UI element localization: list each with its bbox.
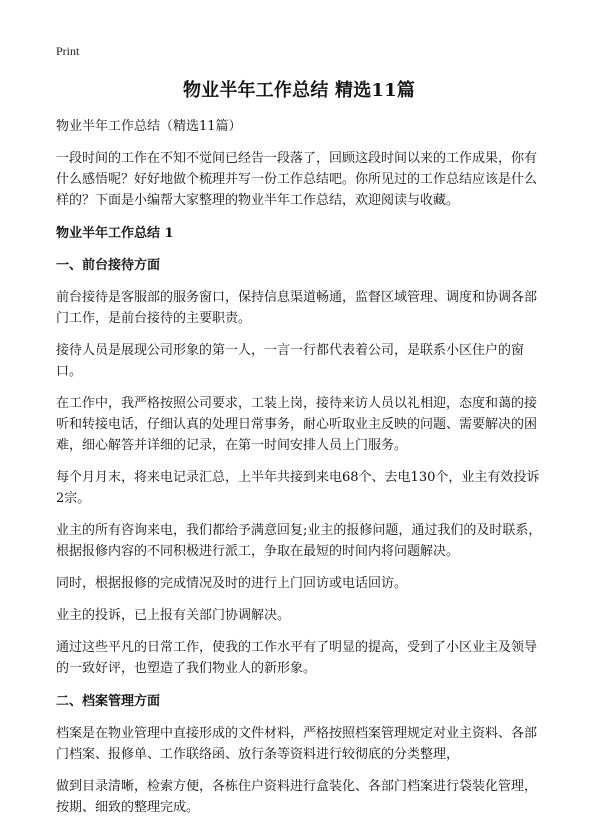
paragraph: 业主的投诉，已上报有关部门协调解决。 bbox=[56, 608, 291, 623]
intro-paragraph: 一段时间的工作在不知不觉间已经告一段落了，回顾这段时间以来的工作成果，你有什么感悟呢？好好地做个梳理并写一份工作总结吧。你所见过的工作总结应该是什么样的？下面是小编帮大家整理的物业半年工作总结，欢迎阅读与收藏。 bbox=[56, 151, 538, 208]
paragraph: 接待人员是展现公司形象的第一人，一言一行都代表着公司，是联系小区住户的窗口。 bbox=[56, 343, 525, 379]
paragraph: 通过这些平凡的日常工作，使我的工作水平有了明显的提高，受到了小区业主及领导的一致好评，也塑造了我们物业人的新形象。 bbox=[56, 640, 538, 676]
paragraph: 同时，根据报修的完成情况及时的进行上门回访或电话回访。 bbox=[56, 576, 408, 591]
paragraph: 档案是在物业管理中直接形成的文件材料，严格按照档案管理规定对业主资料、各部门档案、报修单、工作联络函、放行条等资料进行较彻底的分类整理， bbox=[56, 726, 538, 762]
document-subtitle: 物业半年工作总结（精选11篇） bbox=[56, 119, 242, 134]
section-heading-archives: 二、档案管理方面 bbox=[56, 694, 161, 709]
article-heading: 物业半年工作总结 1 bbox=[56, 226, 174, 241]
paragraph: 在工作中，我严格按照公司要求，工装上岗，接待来访人员以礼相迎，态度和蔼的接听和转接电话，仔细认真的处理日常事务，耐心听取业主反映的问题、需要解决的困难，细心解答并详细的记录，在第一时间安排人员上门服务。 bbox=[56, 396, 538, 453]
paragraph: 做到目录清晰，检索方便，各栋住户资料进行盒装化、各部门档案进行袋装化管理，按期、细致的整理完成。 bbox=[56, 779, 538, 815]
paragraph: 前台接待是客服部的服务窗口，保持信息渠道畅通，监督区域管理、调度和协调各部门工作，是前台接待的主要职责。 bbox=[56, 290, 538, 326]
section-heading-reception: 一、前台接待方面 bbox=[56, 258, 161, 273]
print-link[interactable]: Print bbox=[56, 44, 80, 58]
paragraph: 业主的所有咨询来电，我们都给予满意回复;业主的报修问题，通过我们的及时联系，根据报修内容的不同积极进行派工，争取在最短的时间内将问题解决。 bbox=[56, 523, 542, 559]
page-title: 物业半年工作总结 精选11篇 bbox=[182, 80, 416, 101]
paragraph: 每个月月末，将来电记录汇总，上半年共接到来电68个、去电130个，业主有效投诉2宗。 bbox=[56, 470, 540, 506]
